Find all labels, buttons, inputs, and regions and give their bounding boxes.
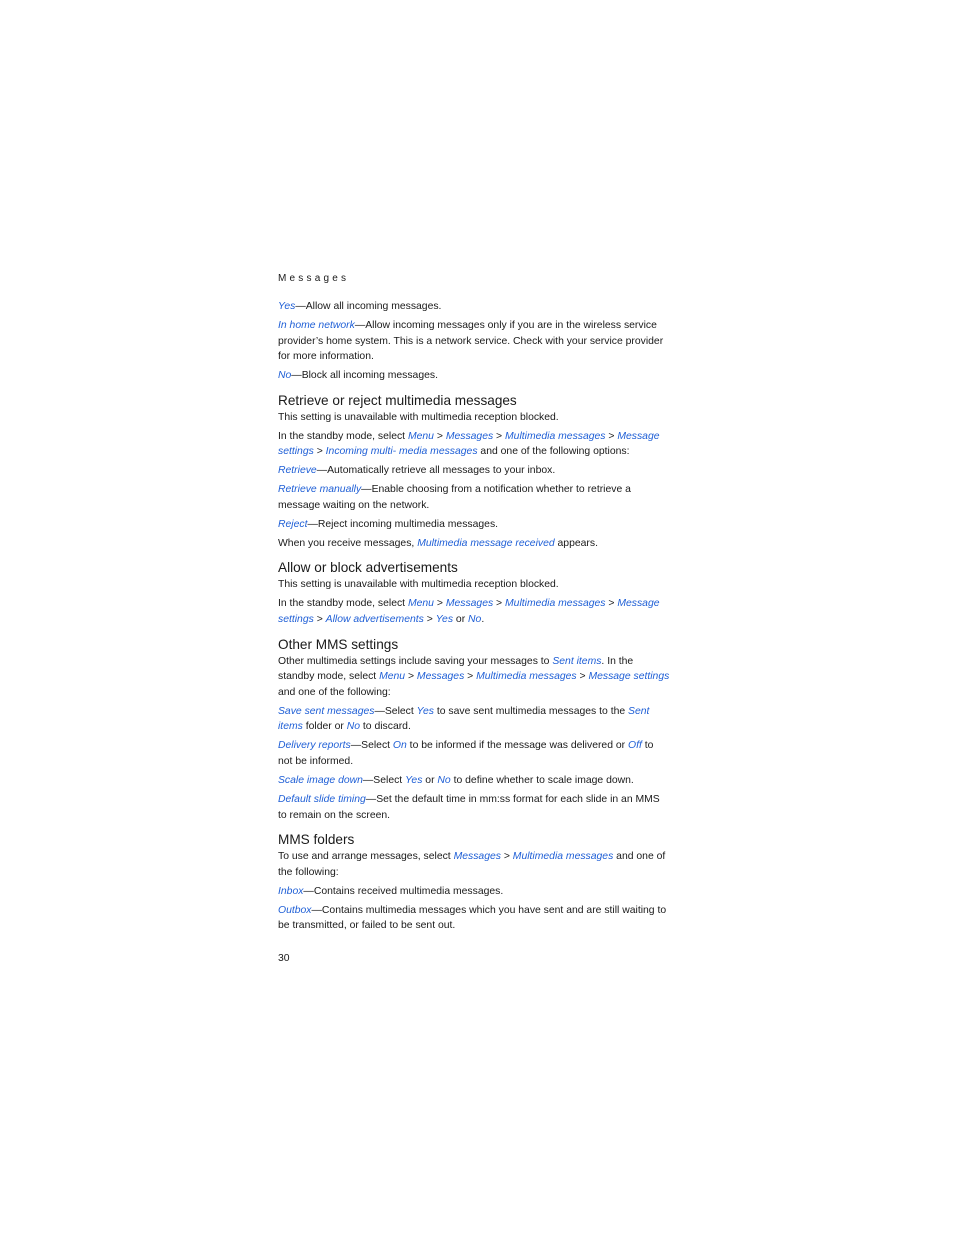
path-messages: Messages	[453, 851, 501, 863]
option-scale-image-down: Scale image down—Select Yes or No to define whether to scale image down.	[278, 774, 634, 786]
option-retrieve-manually	[278, 482, 670, 513]
section-heading-mms-folders: MMS folders	[278, 832, 355, 848]
path-messages: Messages	[416, 671, 465, 683]
path-multimedia-messages: Multimedia messages	[512, 851, 614, 863]
option-reject	[278, 517, 670, 533]
option-yes	[278, 299, 670, 315]
section-heading-advertisements: Allow or block advertisements	[278, 560, 458, 576]
receive-note: When you receive messages, Multimedia message received appears.	[278, 537, 598, 549]
path-multimedia-messages: Multimedia messages	[505, 598, 606, 610]
menu-path: Other multimedia settings include saving your messages to Sent items. In the standby mode, select Menu > Messages > Multimedia messages > Message settings and one of the following:	[278, 655, 670, 698]
option-term: Delivery reports	[278, 740, 351, 752]
option-description: —Contains multimedia messages which you have sent and are still waiting to be transmitted, or failed to be sent out.	[278, 904, 667, 932]
option-term: Retrieve	[278, 465, 317, 477]
path-multimedia-messages: Multimedia messages	[505, 430, 606, 442]
option-term: Inbox	[278, 885, 304, 897]
option-delivery-reports: Delivery reports—Select On to be informed if the message was delivered or Off to not be informed.	[278, 740, 654, 767]
path-allow-advertisements: Allow advertisements	[325, 614, 424, 626]
path-messages: Messages	[445, 430, 494, 442]
folder-inbox	[278, 884, 670, 900]
path-message-settings: Message settings	[588, 671, 670, 683]
option-description: —Set the default time in mm:ss format for each slide in an MMS to remain on the screen.	[278, 793, 660, 821]
path-yes: Yes	[435, 614, 454, 626]
option-description: —Allow all incoming messages.	[295, 301, 442, 312]
page-number: 30	[278, 952, 290, 964]
manual-page	[278, 272, 670, 966]
option-default-slide-timing	[278, 792, 670, 823]
received-notification-term: Multimedia message received	[417, 537, 555, 549]
option-description: —Block all incoming messages.	[291, 370, 438, 382]
path-menu: Menu	[407, 598, 434, 610]
option-term: In home network	[278, 319, 355, 331]
unavailable-note: This setting is unavailable with multimedia reception blocked.	[278, 579, 559, 591]
option-term: No	[278, 370, 292, 382]
option-term: Default slide timing	[278, 793, 366, 805]
path-message-settings: Message settings	[278, 430, 660, 458]
path-no: No	[468, 614, 482, 626]
path-multimedia-messages: Multimedia messages	[476, 671, 577, 683]
option-in-home-network	[278, 318, 670, 365]
section-heading-other-mms: Other MMS settings	[278, 636, 399, 652]
option-term: Save sent messages	[278, 705, 375, 717]
option-term: Yes	[278, 301, 296, 312]
option-no	[278, 368, 670, 384]
option-term: Scale image down	[278, 774, 363, 786]
option-retrieve	[278, 463, 670, 479]
option-term: Reject	[278, 518, 308, 530]
running-header: Messages	[278, 273, 350, 284]
option-term: Retrieve manually	[278, 484, 362, 496]
option-term: Outbox	[278, 904, 312, 916]
menu-path: In the standby mode, select Menu > Messages > Multimedia messages > Message settings > Incoming multi- media messages and one of the following options:	[278, 430, 660, 458]
menu-path: In the standby mode, select Menu > Messages > Multimedia messages > Message settings > Allow advertisements > Yes or No.	[278, 598, 660, 626]
path-menu: Menu	[407, 430, 434, 442]
path-incoming-multimedia: Incoming multi- media messages	[325, 446, 478, 458]
option-description: —Allow incoming messages only if you are in the wireless service provider’s home system. This is a network service. Check with your service provider for more information.	[278, 319, 664, 363]
path-menu: Menu	[379, 671, 406, 683]
section-heading-retrieve: Retrieve or reject multimedia messages	[278, 392, 517, 408]
path-message-settings: Message settings	[278, 598, 660, 626]
option-description: —Contains received multimedia messages.	[303, 885, 504, 897]
option-description: —Reject incoming multimedia messages.	[307, 518, 499, 530]
path-messages: Messages	[445, 598, 494, 610]
menu-path: To use and arrange messages, select Messages > Multimedia messages and one of the following:	[278, 851, 666, 878]
option-description: —Automatically retrieve all messages to your inbox.	[316, 465, 556, 477]
path-sent-items: Sent items	[552, 655, 602, 667]
option-save-sent-messages: Save sent messages—Select Yes to save sent multimedia messages to the Sent items folder or No to discard.	[278, 705, 650, 733]
option-description: —Enable choosing from a notification whether to retrieve a message waiting on the network.	[278, 484, 631, 511]
folder-outbox	[278, 903, 670, 934]
unavailable-note: This setting is unavailable with multimedia reception blocked.	[278, 411, 559, 423]
